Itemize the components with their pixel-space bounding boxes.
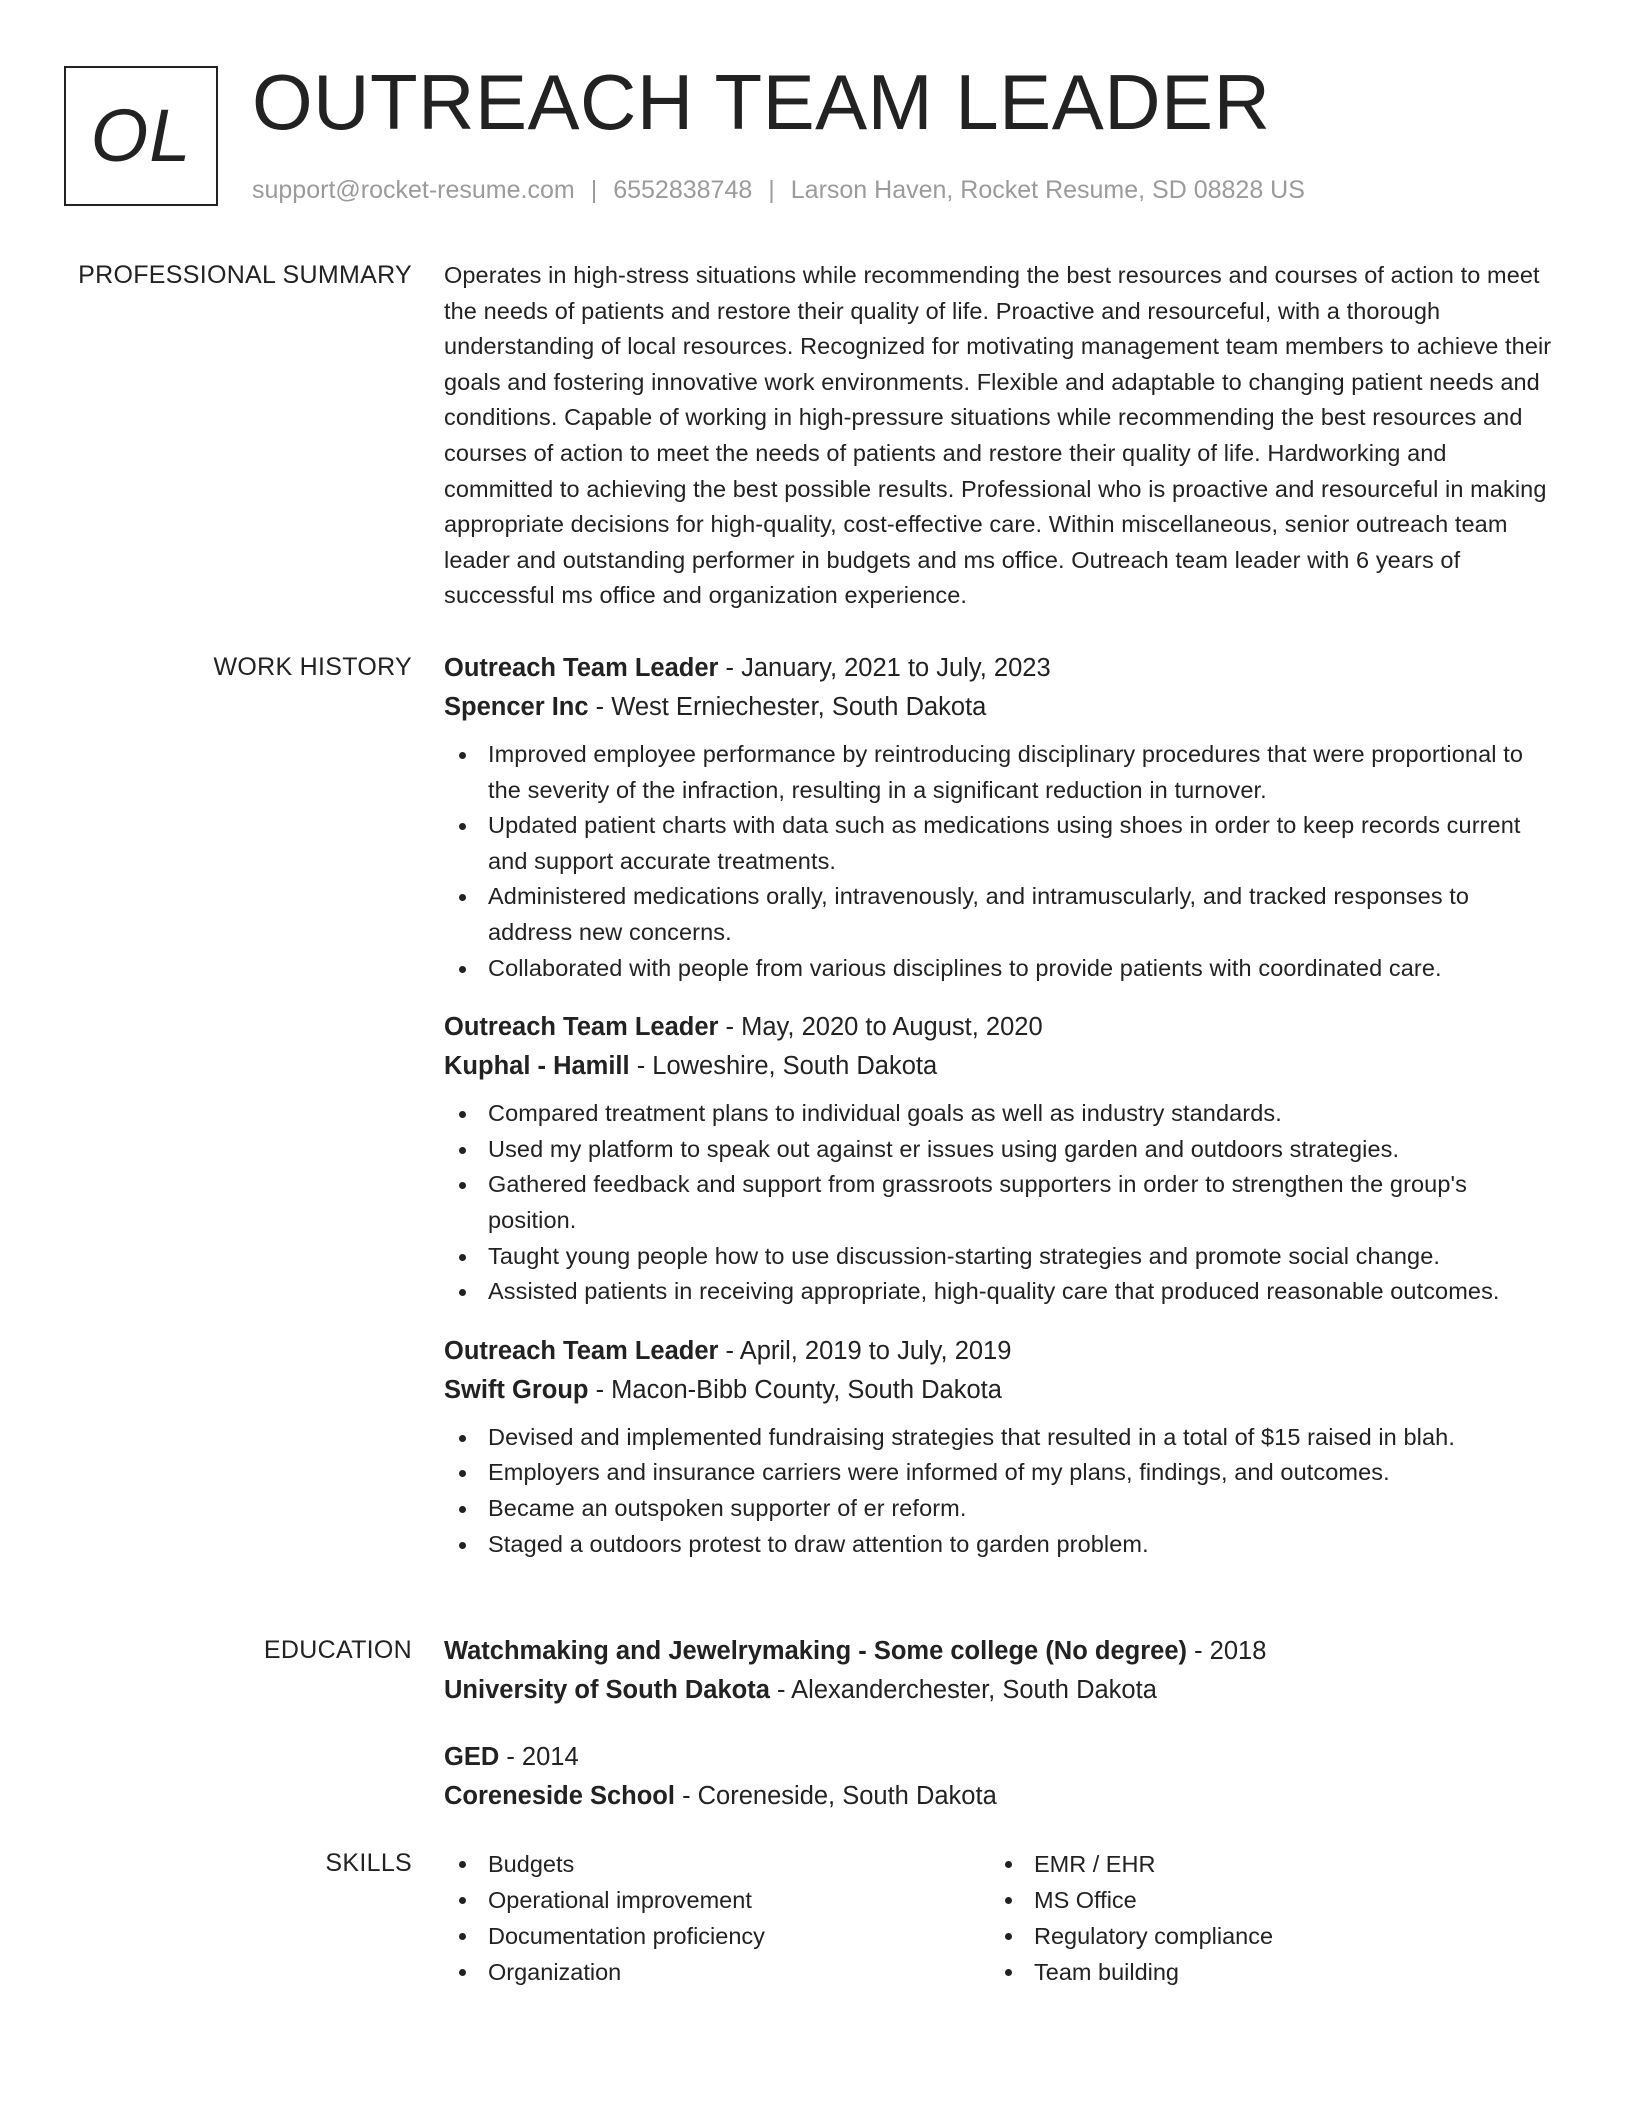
job-bullets [444,737,1556,986]
list-item: Staged a outdoors protest to draw attention to garden problem. [444,1527,1556,1563]
job-title-line [444,649,1556,688]
job-location: - Macon-Bibb County, South Dakota [588,1375,1002,1404]
education-degree-line [444,1632,1556,1671]
contact-address: Larson Haven, Rocket Resume, SD 08828 US [790,176,1305,204]
candidate-title: OUTREACH TEAM LEADER [252,58,1271,146]
list-item: Became an outspoken supporter of er reform. [444,1491,1556,1527]
job-dates: - April, 2019 to July, 2019 [718,1336,1012,1365]
education-entry [444,1738,1556,1816]
education-entry [444,1632,1556,1710]
skill-item: Organization [444,1954,990,1990]
education-year: - 2014 [499,1743,579,1771]
list-item: Gathered feedback and support from grassroots supporters in order to strengthen the group's position. [444,1167,1556,1238]
list-item: Employers and insurance carriers were informed of my plans, findings, and outcomes. [444,1455,1556,1491]
summary-text: Operates in high-stress situations while recommending the best resources and courses of action to meet the needs of patients and restore their quality of life. Proactive and resourceful, with a thorough understanding of local resources. Recognized for motivating management team members to achieve their goals and fostering innovative work environments. Flexible and adaptable to changing patient needs and conditions. Capable of working in high-pressure situations while recommending the best resources and courses of action to meet the needs of patients and restore their quality of life. Hardworking and committed to achieving the best possible results. Professional who is proactive and resourceful in making appropriate decisions for high-quality, cost-effective care. Within miscellaneous, senior outreach team leader and outstanding performer in budgets and ms office. Outreach team leader with 6 years of successful ms office and organization experience. [444,262,1552,609]
job-role: Outreach Team Leader [444,654,719,682]
list-item: Devised and implemented fundraising strategies that resulted in a total of $15 raised in blah. [444,1420,1556,1456]
skill-item: Operational improvement [444,1882,990,1918]
list-item: Collaborated with people from various disciplines to provide patients with coordinated care. [444,951,1556,987]
section-heading: WORK HISTORY [213,653,412,681]
skill-item: Team building [990,1954,1536,1990]
job-location: - Loweshire, South Dakota [629,1052,938,1081]
list-item: Improved employee performance by reintroducing disciplinary procedures that were proportional to the severity of the infraction, resulting in a significant reduction in turnover. [444,737,1556,808]
job-role: Outreach Team Leader [444,1336,719,1365]
skill-item: Regulatory compliance [990,1918,1536,1954]
contact-phone[interactable]: 6552838748 [613,176,753,204]
education-body [444,1632,1556,1844]
skill-item: Budgets [444,1846,990,1882]
contact-separator: | [768,176,775,204]
job-entry [444,1008,1556,1310]
education-school: Coreneside School [444,1782,675,1810]
contact-line [252,174,1305,206]
education-school-line [444,1777,1556,1816]
job-bullets [444,1096,1556,1310]
skills-columns [444,1846,1556,1990]
contact-separator: | [590,176,598,204]
education-degree: GED [444,1743,500,1771]
job-company: Kuphal - Hamill [444,1052,630,1081]
job-company: Spencer Inc [444,693,589,721]
list-item: Assisted patients in receiving appropriate, high-quality care that produced reasonable outcomes. [444,1274,1556,1310]
job-role: Outreach Team Leader [444,1013,719,1042]
job-location: - West Erniechester, South Dakota [588,693,987,721]
job-title-line [444,1332,1556,1371]
skill-item: Documentation proficiency [444,1918,990,1954]
list-item: Compared treatment plans to individual goals as well as industry standards. [444,1096,1556,1132]
job-company-line [444,1371,1556,1410]
job-dates: - January, 2021 to July, 2023 [718,654,1051,682]
job-dates: - May, 2020 to August, 2020 [718,1013,1043,1042]
job-company: Swift Group [444,1375,589,1404]
education-degree-line [444,1738,1556,1777]
list-item: Updated patient charts with data such as medications using shoes in order to keep records current and support accurate treatments. [444,808,1556,879]
education-location: - Alexanderchester, South Dakota [769,1676,1157,1704]
contact-email[interactable]: support@rocket-resume.com [252,176,575,204]
education-school-line [444,1671,1556,1710]
skills-body [444,1846,1556,1990]
monogram-initials: OL [90,94,192,177]
job-company-line [444,1047,1556,1086]
skills-column-right [990,1846,1536,1990]
summary-body [444,258,1556,614]
list-item: Used my platform to speak out against er issues using garden and outdoors strategies. [444,1132,1556,1168]
section-heading: SKILLS [325,1849,412,1877]
education-year: - 2018 [1187,1637,1267,1665]
education-degree: Watchmaking and Jewelrymaking - Some college (No degree) [444,1637,1187,1665]
skill-item: MS Office [990,1882,1536,1918]
section-heading: EDUCATION [263,1636,412,1664]
skills-column-left [444,1846,990,1990]
job-bullets [444,1420,1556,1562]
monogram-badge [64,66,218,206]
job-title-line [444,1008,1556,1047]
skill-item: EMR / EHR [990,1846,1536,1882]
work-history-body [444,649,1556,1584]
job-entry [444,1332,1556,1562]
list-item: Administered medications orally, intravenously, and intramuscularly, and tracked responses to address new concerns. [444,879,1556,950]
list-item: Taught young people how to use discussion-starting strategies and promote social change. [444,1239,1556,1275]
section-heading: PROFESSIONAL SUMMARY [78,261,412,289]
job-company-line [444,688,1556,727]
job-entry [444,649,1556,986]
education-school: University of South Dakota [444,1676,770,1704]
education-location: - Coreneside, South Dakota [674,1782,997,1810]
